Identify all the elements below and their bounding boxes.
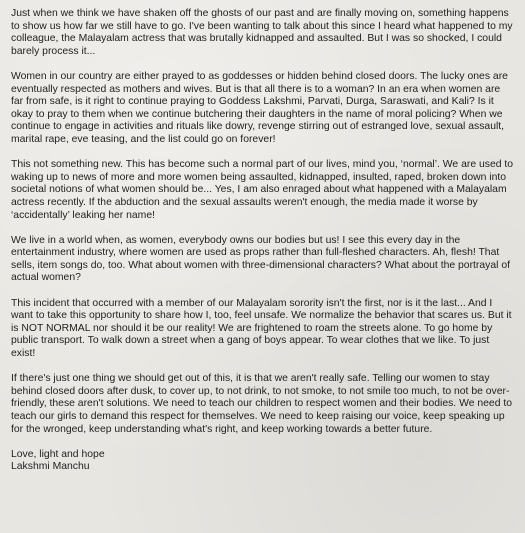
signoff [11,449,515,474]
paragraph-2: Women in our country are either prayed to as goddesses or hidden behind closed doors. The lucky ones are eventually respected as mothers and wives. But is that all there is to a woman? In an era when women are far from safe, is it right to continue praying to Goddess Lakshmi, Parvati, Durga, Saraswati, and Kali? Is it okay to pray to them when we continue butchering their daughters in the name of moral policing? When we continue to engage in activities and rituals like dowry, revenge stirring out of estranged love, sexual assault, marital rape, eve teasing, and the list could go on forever! [11,70,508,145]
paragraph-1: Just when we think we have shaken off the ghosts of our past and are finally moving on, something happens to show us how far we still have to go. I've been wanting to talk about this since I heard what happened to my colleague, the Malayalam actress that was brutally kidnapped and assaulted. But I was so shocked, I could barely process it... [11,8,513,57]
closing-line: Love, light and hope [11,448,105,460]
paragraph-3: This not something new. This has become such a normal part of our lives, mind you, ‘normal’. We are used to waking up to news of more and more women being assaulted, kidnapped, insulted, raped, broken down into societal notions of what women should be... Yes, I am also enraged about what happened with a Malayalam actress recently. If the abduction and the sexual assaults weren't enough, the media made it worse by ‘accidentally’ leaking her name! [11,159,514,221]
signature: Lakshmi Manchu [11,461,90,473]
paragraph-6: If there's just one thing we should get out of this, it is that we aren't really safe. Telling our women to stay behind closed doors after dusk, to cover up, to not drink, to not smoke, to not smile too much, to not be over-friendly, these aren't solutions. We need to teach our children to respect women and their bodies. We need to teach our girls to demand this respect for themselves. We need to keep raising our voice, keep speaking up for the wronged, keep understanding what's right, and keep working towards a better future. [11,373,513,435]
paragraph-5: This incident that occurred with a member of our Malayalam sorority isn't the first, nor is it the last... And I want to take this opportunity to share how I, too, feel unsafe. We normalize the behavior that scares us. But it is NOT NORMAL nor should it be our reality! We are frightened to roam the streets alone. To go home by public transport. To walk down a street when a gang of boys appear. To wear clothes that we like. To just exist! [11,297,512,360]
paragraph-4: We live in a world when, as women, everybody owns our bodies but us! I see this every day in the entertainment industry, where women are used as props rather than full-fleshed characters. Ah, flesh! That sells, item songs do, too. What about women with three-dimensional characters? What about the portrayal of actual women? [11,234,511,284]
